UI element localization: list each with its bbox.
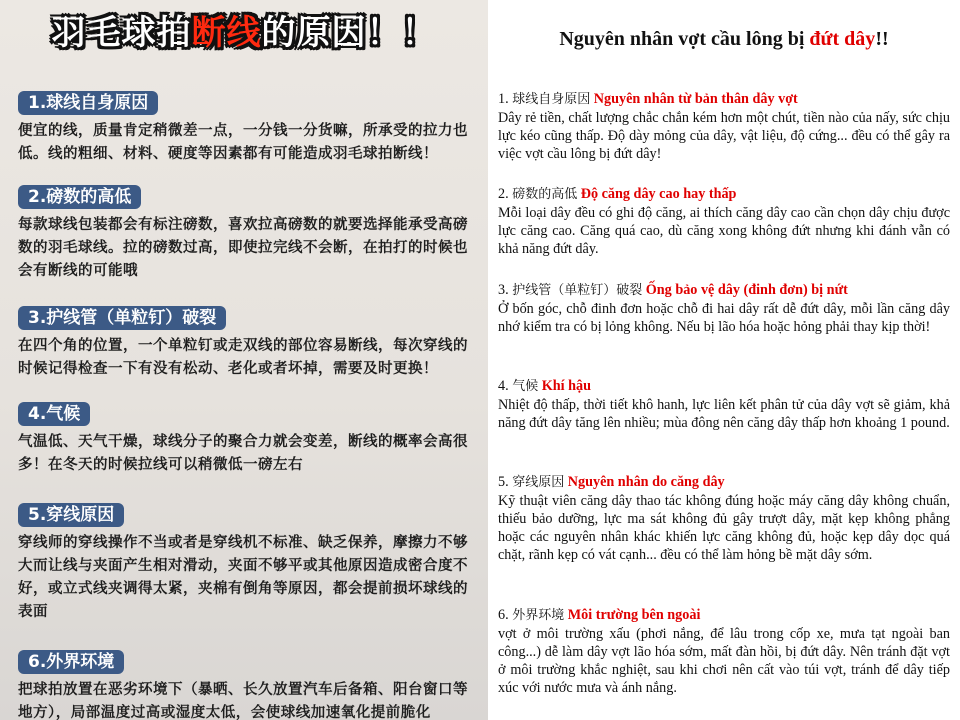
chinese-title <box>0 12 488 54</box>
section-number: 6. <box>498 607 513 623</box>
chinese-title-part2: 的原因！！ <box>261 13 437 53</box>
vietnamese-translation-panel <box>488 0 960 720</box>
vietnamese-section-1 <box>498 90 950 163</box>
chinese-title-highlight: 断线 <box>191 13 262 53</box>
section-chinese-label: 穿线原因 <box>512 475 565 490</box>
section-number: 1. <box>498 91 513 107</box>
chinese-section-label: 1.球线自身原因 <box>18 91 158 115</box>
section-chinese-label: 气候 <box>512 379 539 394</box>
section-number: 2. <box>498 186 513 202</box>
chinese-section-text: 气温低、天气干燥，球线分子的聚合力就会变差，断线的概率会高很多！在冬天的时候拉线可以稍微低一磅左右 <box>18 434 468 473</box>
vietnamese-section-6 <box>498 606 950 697</box>
vietnamese-section-text: Dây rẻ tiền, chất lượng chắc chắn kém hơn một chút, tiền nào của nấy, sức chịu lực kéo cũng thấp. Độ dày mỏng của dây, vật liệu, độ cứng... đều có thể gây ra việc vợt cầu lông bị đứt dây! <box>498 110 950 162</box>
vietnamese-section-text: Mỗi loại dây đều có ghi độ căng, ai thích căng dây cao cần chọn dây chịu được lực căng cao. Căng quá cao, dù căng xong không đứt nhưng khi đánh vẫn có khả năng đứt dây. <box>498 205 950 257</box>
chinese-section-text: 穿线师的穿线操作不当或者是穿线机不标准、缺乏保养，摩擦力不够大而让线与夹面产生相对滑动，夹面不够平或其他原因造成密合度不好，或立式线夹调得太紧，夹棉有倒角等原因，都会提前损坏球线的表面 <box>18 535 468 620</box>
vietnamese-section-heading <box>498 90 950 109</box>
chinese-section-2 <box>18 185 478 283</box>
chinese-section-label: 4.气候 <box>18 402 90 426</box>
vietnamese-section-text: Nhiệt độ thấp, thời tiết khô hanh, lực liên kết phân tử của dây vợt sẽ giảm, khả năng đứt dây tăng lên nhiều; mùa đông nên căng dây thấp hơn khoảng 1 pound. <box>498 397 950 431</box>
vietnamese-section-text: Kỹ thuật viên căng dây thao tác không đúng hoặc máy căng dây không chuẩn, thiếu bảo dưỡng, lực ma sát không đủ gây trượt dây, mặt kẹp không phẳng hoặc các nguyên nhân khác khiến lực căng không đủ, hoặc kẹp dây dọc quá chặt, rãnh kẹp có vát cạnh... đều có thể làm hỏng bề mặt dây sớm. <box>498 493 950 563</box>
section-vietnamese-label: Môi trường bên ngoài <box>567 607 701 623</box>
chinese-section-3 <box>18 306 478 381</box>
vietnamese-section-heading <box>498 606 950 625</box>
section-vietnamese-label: Ống bảo vệ dây (đinh đơn) bị nứt <box>645 282 848 298</box>
chinese-section-text: 在四个角的位置，一个单粒钉或走双线的部位容易断线，每次穿线的时候记得检查一下有没有松动、老化或者坏掉，需要及时更换！ <box>18 338 468 377</box>
chinese-section-text: 便宜的线，质量肯定稍微差一点，一分钱一分货嘛，所承受的拉力也低。线的粗细、材料、硬度等因素都有可能造成羽毛球拍断线！ <box>18 123 468 162</box>
chinese-section-5 <box>18 503 478 624</box>
chinese-section-label: 6.外界环境 <box>18 650 124 674</box>
vietnamese-title-part2: !! <box>875 28 889 50</box>
section-vietnamese-label: Độ căng dây cao hay thấp <box>580 186 737 202</box>
vietnamese-section-2 <box>498 185 950 258</box>
vietnamese-section-text: vợt ở môi trường xấu (phơi nắng, để lâu trong cốp xe, mưa tạt ngoài ban công...) dễ làm dây vợt lão hóa sớm, mất đàn hồi, bị đứt dây. Nên tránh đặt vợt ở môi trường khắc nghiệt, sau khi chơi nên cất vào túi vợt, tránh để dây tiếp xúc với nước mưa và ánh nắng. <box>498 626 950 696</box>
chinese-section-1 <box>18 91 478 166</box>
chinese-section-text: 每款球线包装都会有标注磅数，喜欢拉高磅数的就要选择能承受高磅数的羽毛球线。拉的磅数过高，即使拉完线不会断，在拍打的时候也会有断线的可能哦 <box>18 217 468 279</box>
chinese-title-part1: 羽毛球拍 <box>51 13 192 53</box>
vietnamese-title-highlight: đứt dây <box>809 28 876 50</box>
vietnamese-section-heading <box>498 377 950 396</box>
vietnamese-section-heading <box>498 185 950 204</box>
vietnamese-title <box>488 28 960 51</box>
chinese-section-label: 3.护线管（单粒钉）破裂 <box>18 306 226 330</box>
section-vietnamese-label: Khí hậu <box>541 378 592 394</box>
section-number: 4. <box>498 378 513 394</box>
vietnamese-section-heading <box>498 281 950 300</box>
vietnamese-section-text: Ở bốn góc, chỗ đinh đơn hoặc chỗ đi hai dây rất dễ đứt dây, mỗi lần căng dây nhớ kiểm tra có bị lỏng không. Nếu bị lão hóa hoặc hỏng phải thay kịp thời! <box>498 301 950 335</box>
vietnamese-section-heading <box>498 473 950 492</box>
section-chinese-label: 外界环境 <box>512 608 565 623</box>
vietnamese-title-part1: Nguyên nhân vợt cầu lông bị <box>559 28 810 50</box>
chinese-section-6 <box>18 650 478 720</box>
vietnamese-section-5 <box>498 473 950 564</box>
section-chinese-label: 球线自身原因 <box>512 92 591 107</box>
section-chinese-label: 护线管（单粒钉）破裂 <box>512 283 643 298</box>
chinese-section-4 <box>18 402 478 477</box>
section-vietnamese-label: Nguyên nhân từ bản thân dây vợt <box>593 91 798 107</box>
chinese-section-label: 2.磅数的高低 <box>18 185 141 209</box>
vietnamese-section-3 <box>498 281 950 336</box>
section-vietnamese-label: Nguyên nhân do căng dây <box>567 474 725 490</box>
section-chinese-label: 磅数的高低 <box>512 187 578 202</box>
section-number: 5. <box>498 474 513 490</box>
chinese-section-text: 把球拍放置在恶劣环境下（暴晒、长久放置汽车后备箱、阳台窗口等地方），局部温度过高或湿度太低，会使球线加速氧化提前脆化 <box>18 682 468 720</box>
section-number: 3. <box>498 282 513 298</box>
vietnamese-section-4 <box>498 377 950 432</box>
chinese-section-label: 5.穿线原因 <box>18 503 124 527</box>
